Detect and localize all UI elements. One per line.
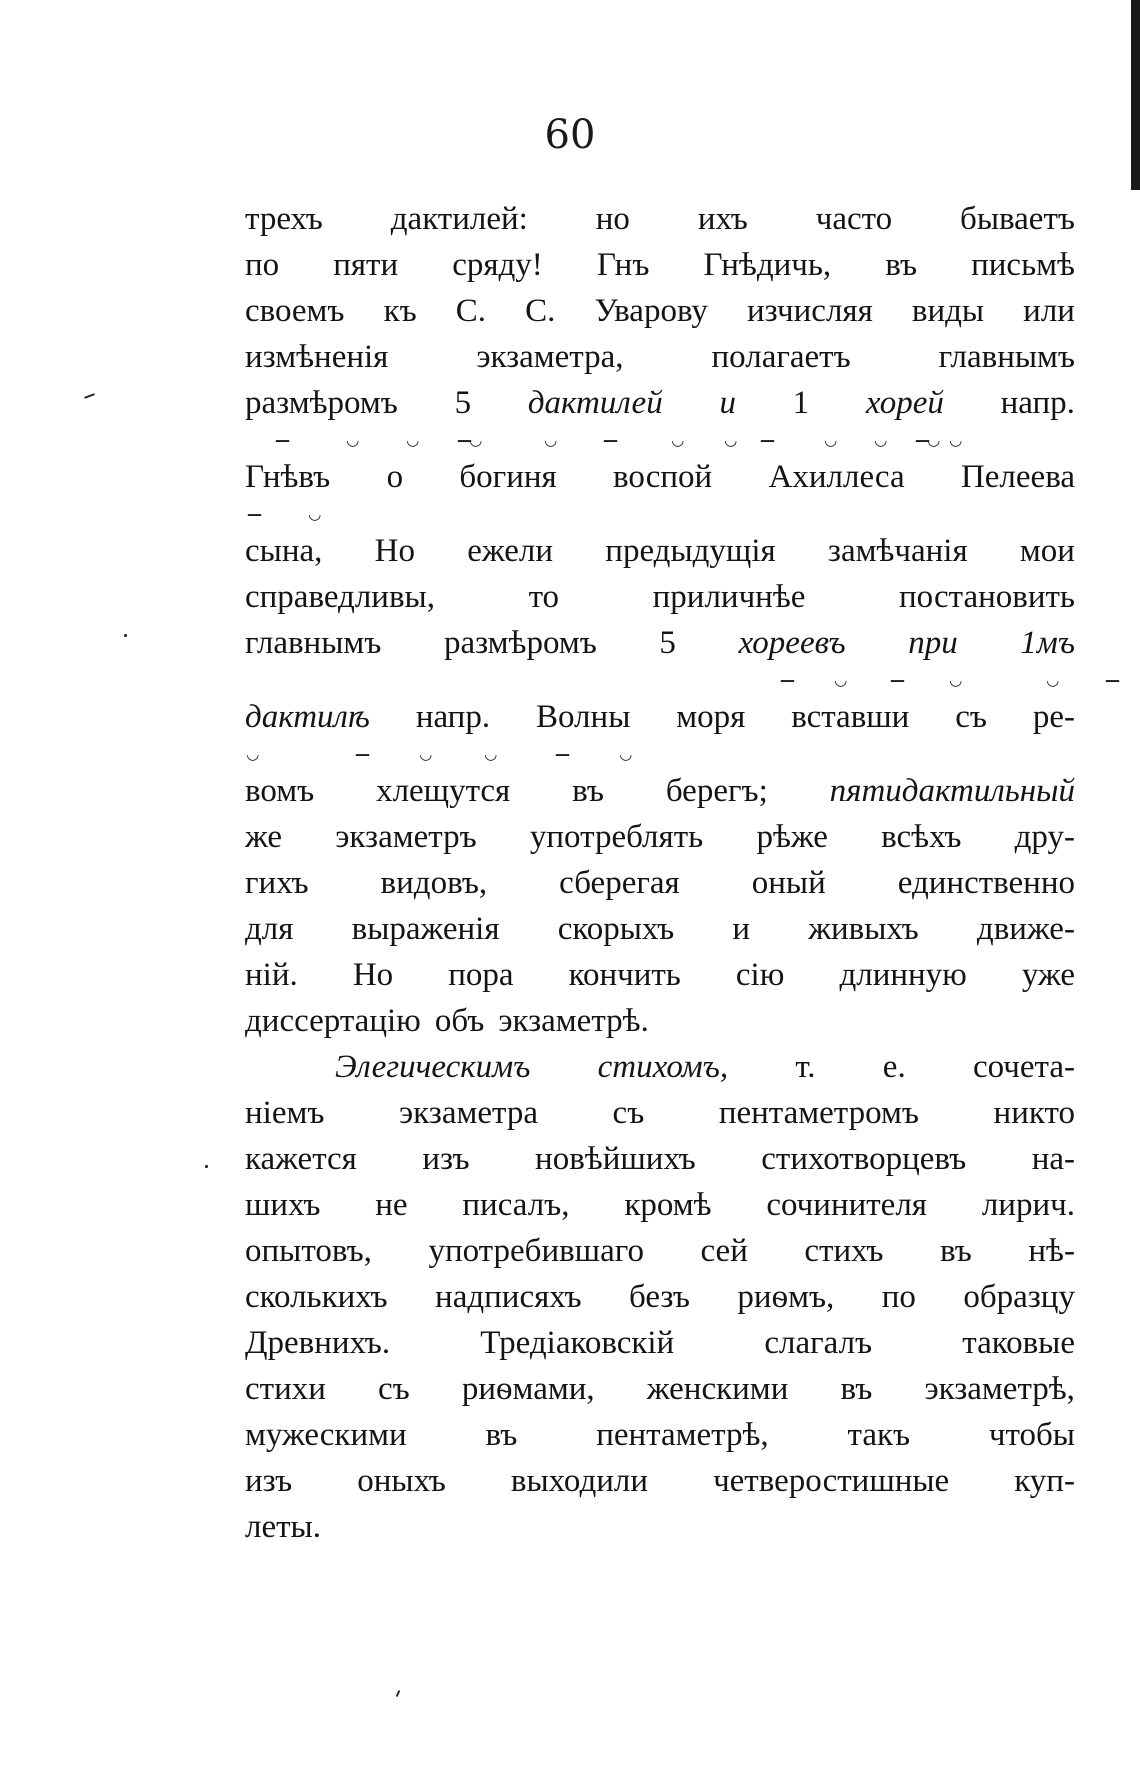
word: всѣхъ — [881, 819, 962, 855]
word: дру- — [1014, 819, 1075, 855]
word: Ахиллеса — [768, 459, 905, 495]
long-syllable-mark: — — [275, 431, 288, 449]
word: предыдущія — [605, 533, 776, 569]
word: напр. — [1000, 385, 1075, 421]
word: сберегая — [559, 865, 680, 901]
word: но — [595, 201, 630, 237]
word: оныхъ — [357, 1463, 446, 1499]
text-line — [245, 694, 1075, 740]
text-line — [245, 1458, 1075, 1504]
scansion-marks — [245, 426, 1075, 454]
short-syllable-mark: ◡ — [407, 431, 419, 449]
word: дактилѣ — [245, 699, 370, 735]
word: 5 — [659, 625, 676, 661]
word: сочета- — [972, 1049, 1075, 1085]
word: рѣже — [756, 819, 828, 855]
short-syllable-mark: ◡ — [485, 745, 497, 763]
word: е. — [882, 1049, 906, 1085]
word: движе- — [976, 911, 1075, 947]
word: главнымъ — [245, 625, 382, 661]
text-line — [245, 242, 1075, 288]
word: ре- — [1032, 699, 1075, 735]
word: дактилей — [527, 385, 663, 421]
long-syllable-mark: — — [555, 745, 568, 763]
word: моря — [676, 699, 746, 735]
word: чтобы — [988, 1417, 1075, 1453]
word: пятидактильный — [829, 773, 1075, 809]
text-line — [245, 454, 1075, 500]
word: пентаметрѣ, — [596, 1417, 769, 1453]
short-syllable-mark: ◡ — [672, 431, 684, 449]
text-line — [245, 814, 1075, 860]
word: живыхъ — [808, 911, 919, 947]
word: Волны — [535, 699, 631, 735]
word: Гнъ — [596, 247, 650, 283]
word: объ — [434, 1003, 485, 1039]
word: экзаметрѣ, — [924, 1371, 1075, 1407]
word: замѣчанія — [827, 533, 968, 569]
word: кончить — [568, 957, 681, 993]
word: риѳмами, — [461, 1371, 595, 1407]
word: вставши — [791, 699, 910, 735]
word: пяти — [333, 247, 399, 283]
text-line — [245, 1412, 1075, 1458]
word: сей — [700, 1233, 748, 1269]
word: въ — [940, 1233, 972, 1269]
word: Древнихъ. — [245, 1325, 391, 1361]
word: Гнѣвъ — [245, 459, 331, 495]
word: нѣ- — [1028, 1233, 1075, 1269]
word: 1 — [792, 385, 810, 421]
word: риѳмъ, — [737, 1279, 835, 1315]
word: надписяхъ — [435, 1279, 582, 1315]
word: Элегическимъ — [335, 1049, 531, 1085]
word: 1мъ — [1020, 625, 1075, 661]
text-line — [245, 1136, 1075, 1182]
scansion-marks — [245, 500, 1075, 528]
long-syllable-mark: —◡ — [915, 431, 938, 449]
text-line — [245, 1228, 1075, 1274]
long-syllable-mark: — — [603, 431, 616, 449]
word: длинную — [839, 957, 967, 993]
word: 5 — [454, 385, 472, 421]
word: стихи — [245, 1371, 326, 1407]
word: главнымъ — [938, 339, 1075, 375]
word: сколькихъ — [245, 1279, 388, 1315]
word: женскими — [646, 1371, 789, 1407]
word: и — [732, 911, 751, 947]
word: бываетъ — [960, 201, 1075, 237]
long-syllable-mark: —◡ — [457, 431, 480, 449]
word: видовъ, — [380, 865, 488, 901]
word: то — [528, 579, 560, 615]
word: же — [245, 819, 283, 855]
word: оный — [751, 865, 826, 901]
word: изъ — [422, 1141, 470, 1177]
word: въ — [485, 1417, 518, 1453]
word: размѣромъ — [443, 625, 597, 661]
ink-speck — [205, 1165, 208, 1168]
word: своемъ — [245, 293, 345, 329]
short-syllable-mark: ◡ — [950, 671, 962, 689]
word: хорей — [865, 385, 944, 421]
word: Уварову — [594, 293, 708, 329]
text-line — [245, 620, 1075, 666]
word: по — [245, 247, 280, 283]
word: въ — [840, 1371, 873, 1407]
word: хлещутся — [376, 773, 511, 809]
word: ежели — [467, 533, 554, 569]
short-syllable-mark: ◡ — [725, 431, 737, 449]
word: С. — [525, 293, 556, 329]
word: лирич. — [981, 1187, 1075, 1223]
word: мужескими — [245, 1417, 407, 1453]
scansion-marks — [245, 666, 1118, 694]
word: сына, — [245, 533, 323, 569]
text-line — [245, 1320, 1075, 1366]
word: уже — [1021, 957, 1075, 993]
word: единственно — [897, 865, 1075, 901]
word: виды — [911, 293, 985, 329]
word: образцу — [963, 1279, 1075, 1315]
word: съ — [955, 699, 987, 735]
word: въ — [885, 247, 918, 283]
text-line — [245, 380, 1075, 426]
word: употреблять — [529, 819, 704, 855]
word: ніемъ — [245, 1095, 325, 1131]
word: выраженія — [351, 911, 500, 947]
word: шихъ — [245, 1187, 321, 1223]
word: Гнѣдичь, — [703, 247, 832, 283]
word: или — [1023, 293, 1075, 329]
text-line — [245, 906, 1075, 952]
short-syllable-mark: ◡ — [835, 671, 847, 689]
word: Но — [352, 957, 394, 993]
word: не — [375, 1187, 408, 1223]
word: сочинителя — [766, 1187, 927, 1223]
word: по — [881, 1279, 916, 1315]
text-line — [245, 196, 1075, 242]
word: на- — [1031, 1141, 1075, 1177]
text-line — [245, 1090, 1075, 1136]
word: куп- — [1014, 1463, 1075, 1499]
word: Пелеева — [960, 459, 1075, 495]
word: опытовъ, — [245, 1233, 372, 1269]
word: напр. — [415, 699, 491, 735]
ink-speck — [84, 393, 95, 399]
word: леты. — [245, 1509, 321, 1545]
ink-speck — [124, 634, 127, 637]
scansion-marks — [245, 740, 1075, 768]
text-line — [245, 1044, 1075, 1090]
word: трехъ — [245, 201, 323, 237]
word: вомъ — [245, 773, 315, 809]
word: новѣйшихъ — [535, 1141, 696, 1177]
word: кажется — [245, 1141, 357, 1177]
word: употребившаго — [428, 1233, 644, 1269]
word: экзаметръ — [335, 819, 477, 855]
word: хореевъ — [738, 625, 846, 661]
short-syllable-mark: ◡ — [950, 431, 962, 449]
word: гихъ — [245, 865, 309, 901]
text-line — [245, 1504, 1075, 1550]
long-syllable-mark: — — [780, 671, 793, 689]
word: изчисляя — [747, 293, 873, 329]
long-syllable-mark: — — [890, 671, 903, 689]
short-syllable-mark: ◡ — [875, 431, 887, 449]
word: писалъ, — [462, 1187, 570, 1223]
word: съ — [612, 1095, 645, 1131]
text-line — [245, 768, 1075, 814]
word: размѣромъ — [245, 385, 398, 421]
word: четверостишные — [713, 1463, 950, 1499]
word: сію — [735, 957, 785, 993]
word: богиня — [459, 459, 557, 495]
word: никто — [993, 1095, 1075, 1131]
word: кромѣ — [624, 1187, 712, 1223]
long-syllable-mark: — — [760, 431, 773, 449]
word: къ — [383, 293, 417, 329]
word: пора — [448, 957, 514, 993]
word: экзаметра, — [476, 339, 624, 375]
word: безъ — [629, 1279, 690, 1315]
word: для — [245, 911, 294, 947]
word: изъ — [245, 1463, 293, 1499]
word: Тредіаковскій — [480, 1325, 675, 1361]
text-line — [245, 952, 1075, 998]
text-line — [245, 860, 1075, 906]
long-syllable-mark: — — [1105, 671, 1118, 689]
short-syllable-mark: ◡ — [247, 745, 259, 763]
word: постановить — [899, 579, 1075, 615]
word: Но — [374, 533, 415, 569]
word: т. — [795, 1049, 816, 1085]
word: берегъ; — [665, 773, 768, 809]
short-syllable-mark: ◡ — [545, 431, 557, 449]
word: стихотворцевъ — [761, 1141, 967, 1177]
long-syllable-mark: — — [355, 745, 368, 763]
word: экзаметрѣ. — [498, 1003, 649, 1039]
short-syllable-mark: ◡ — [347, 431, 359, 449]
short-syllable-mark: ◡ — [420, 745, 432, 763]
word: полагаетъ — [711, 339, 851, 375]
word: пентаметромъ — [718, 1095, 919, 1131]
word: С. — [455, 293, 487, 329]
word: съ — [378, 1371, 410, 1407]
word: часто — [815, 201, 893, 237]
word: стихъ — [804, 1233, 884, 1269]
word: приличнѣе — [652, 579, 806, 615]
short-syllable-mark: ◡ — [309, 505, 321, 523]
word: и — [719, 385, 736, 421]
short-syllable-mark: ◡ — [825, 431, 837, 449]
word: диссертацію — [245, 1003, 421, 1039]
short-syllable-mark: ◡ — [620, 745, 632, 763]
word: скорыхъ — [557, 911, 675, 947]
body-text — [245, 196, 1118, 1550]
word: сряду! — [452, 247, 543, 283]
text-line — [245, 1274, 1075, 1320]
page-edge-shadow — [1131, 0, 1140, 190]
word: таковые — [962, 1325, 1075, 1361]
text-line — [245, 998, 1075, 1044]
word: ихъ — [697, 201, 748, 237]
word: письмѣ — [971, 247, 1075, 283]
word: въ — [572, 773, 604, 809]
long-syllable-mark: — — [247, 505, 260, 523]
page-number: 60 — [544, 112, 596, 158]
word: экзаметра — [399, 1095, 538, 1131]
text-line — [245, 1182, 1075, 1228]
word: слагалъ — [764, 1325, 873, 1361]
word: воспой — [613, 459, 713, 495]
word: стихомъ, — [597, 1049, 729, 1085]
ink-speck — [396, 1690, 401, 1697]
word: выходили — [510, 1463, 649, 1499]
text-line — [245, 528, 1075, 574]
word: дактилей: — [390, 201, 528, 237]
word: мои — [1019, 533, 1075, 569]
text-line — [245, 1366, 1075, 1412]
text-line — [245, 334, 1075, 380]
word: при — [908, 625, 958, 661]
short-syllable-mark: ◡ — [1047, 671, 1059, 689]
text-line — [245, 288, 1075, 334]
word: измѣненія — [245, 339, 389, 375]
text-line — [245, 574, 1075, 620]
word: такъ — [847, 1417, 911, 1453]
word: о — [386, 459, 404, 495]
word: справедливы, — [245, 579, 435, 615]
word: ній. — [245, 957, 298, 993]
